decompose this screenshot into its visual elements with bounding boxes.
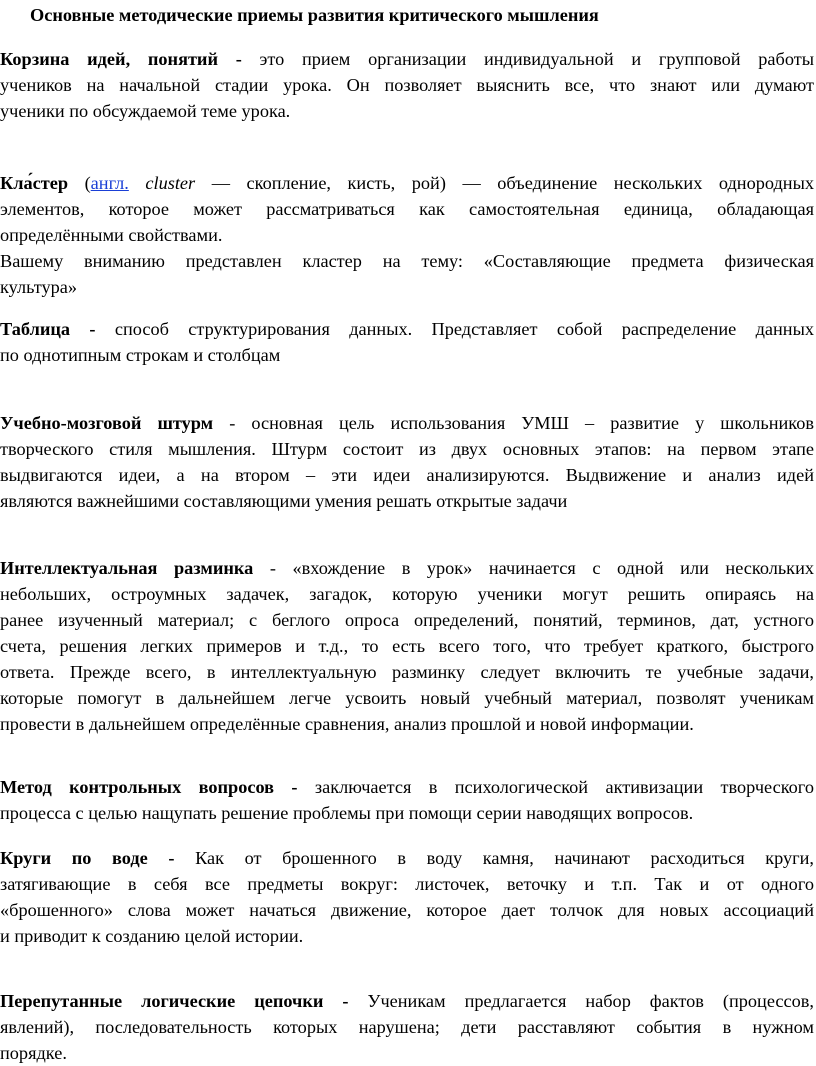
section-circles-on-water — [0, 845, 816, 949]
text-span: ( — [84, 173, 91, 193]
section-brainstorm — [0, 410, 816, 514]
text-line: ранее изученный материал; с беглого опроса определений, понятий, терминов, дат, устного — [0, 610, 814, 630]
term-label: Кла́стер — [0, 173, 69, 193]
english-link[interactable]: англ. — [90, 173, 129, 193]
text-line: процесса с целью нащупать решение проблемы при помощи серии наводящих вопросов. — [0, 803, 694, 823]
term-label: Корзина идей, понятий - — [0, 49, 242, 69]
text-span: - «вхождение в урок» начинается с одной или нескольких — [269, 558, 814, 578]
text-line — [0, 774, 816, 800]
text-line: явлений), последовательность которых нарушена; дети расставляют события в нужном — [0, 1017, 814, 1037]
text-line: провести в дальнейшем определённые сравнения, анализ прошлой и новой информации. — [0, 714, 694, 734]
text-line — [0, 410, 816, 436]
page-title: Основные методические приемы развития критического мышления — [30, 5, 599, 25]
term-label: Интеллектуальная разминка — [0, 558, 254, 578]
text-line: ученики по обсуждаемой теме урока. — [0, 101, 291, 121]
text-span: заключается в психологической активизации творческого — [314, 777, 814, 797]
text-line: являются важнейшими составляющими умения решать открытые задачи — [0, 491, 568, 511]
text-line: небольших, остроумных задачек, загадок, которую ученики могут решить опираясь на — [0, 584, 814, 604]
text-span: основная цель использования УМШ – развитие у школьников — [251, 413, 814, 433]
term-label: Таблица - — [0, 319, 96, 339]
text-line: и приводит к созданию целой истории. — [0, 926, 304, 946]
term-label: Метод контрольных вопросов - — [0, 777, 298, 797]
text-line: которые помогут в дальнейшем легче усвоить новый учебный материал, позволят ученикам — [0, 688, 814, 708]
text-line — [0, 170, 816, 196]
text-line: определёнными свойствами. — [0, 225, 223, 245]
text-line: Вашему вниманию представлен кластер на тему: «Составляющие предмета физическая — [0, 251, 814, 271]
text-span: — скопление, кисть, рой) — объединение нескольких однородных — [211, 173, 814, 193]
section-idea-basket — [0, 46, 816, 124]
term-label: Учебно-мозговой штурм — [0, 413, 214, 433]
foreign-word: cluster — [145, 173, 196, 193]
text-span: - — [229, 413, 236, 433]
section-warmup — [0, 555, 816, 737]
text-line: ответа. Прежде всего, в интеллектуальную разминку следует включить те учебные задачи, — [0, 662, 814, 682]
text-line: выдвигаются идеи, а на втором – эти идеи анализируются. Выдвижение и анализ идей — [0, 465, 814, 485]
text-line: учеников на начальной стадии урока. Он позволяет выяснить все, что знают или думают — [0, 75, 814, 95]
section-table — [0, 316, 816, 368]
text-line: культура» — [0, 277, 78, 297]
text-line — [0, 555, 816, 581]
term-label: Перепутанные логические цепочки - — [0, 991, 349, 1011]
text-line — [0, 46, 816, 72]
text-span: Ученикам предлагается набор фактов (процессов, — [367, 991, 814, 1011]
section-cluster — [0, 170, 816, 300]
text-line: элементов, которое может рассматриваться как самостоятельная единица, обладающая — [0, 199, 814, 219]
text-line: творческого стиля мышления. Штурм состоит из двух основных этапов: на первом этапе — [0, 439, 814, 459]
text-line — [0, 988, 816, 1014]
text-line: по однотипным строкам и столбцам — [0, 345, 281, 365]
text-line: «брошенного» слова может начаться движение, которое дает толчок для новых ассоциаций — [0, 900, 814, 920]
text-line — [0, 845, 816, 871]
term-label: Круги по воде - — [0, 848, 175, 868]
text-span: это прием организации индивидуальной и групповой работы — [259, 49, 814, 69]
text-line — [0, 316, 816, 342]
section-control-questions — [0, 774, 816, 826]
text-line: счета, решения легких примеров и т.д., то есть всего того, что требует краткого, быстрого — [0, 636, 814, 656]
section-logic-chains — [0, 988, 816, 1066]
text-span: способ структурирования данных. Представляет собой распределение данных — [114, 319, 815, 339]
text-line: затягивающие в себя все предметы вокруг: листочек, веточку и т.п. Так и от одного — [0, 874, 814, 894]
text-span: Как от брошенного в воду камня, начинают расходиться круги, — [195, 848, 814, 868]
text-line: порядке. — [0, 1043, 67, 1063]
